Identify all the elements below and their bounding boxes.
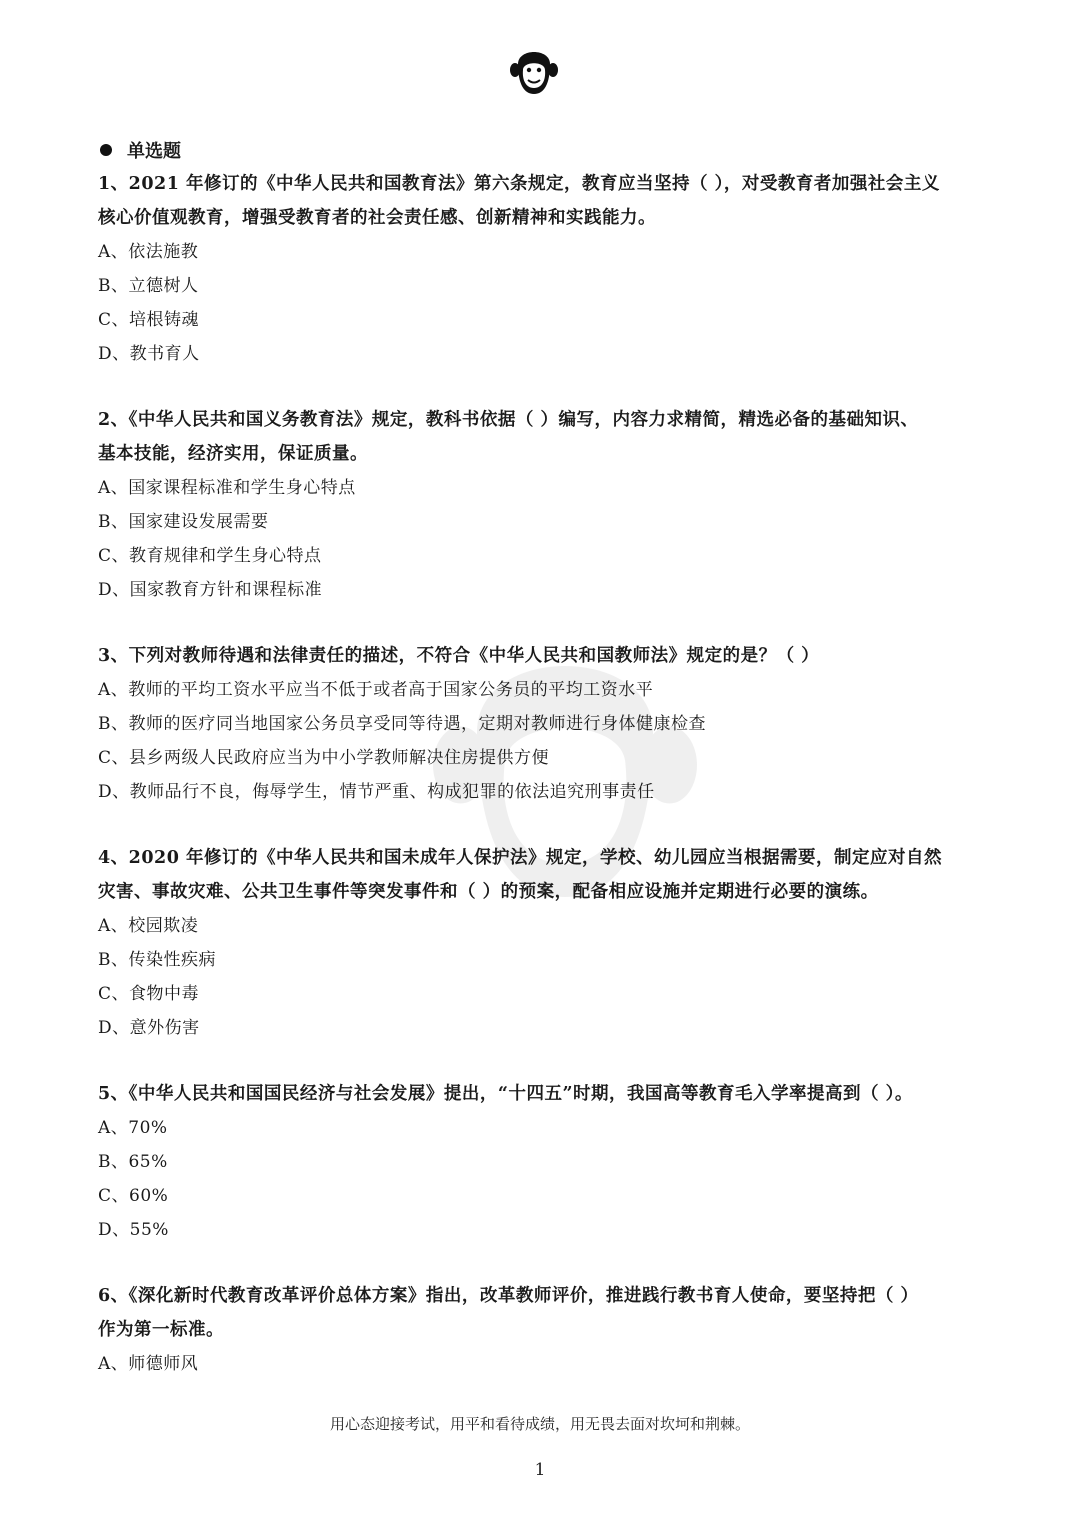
option-d: D、教书育人 [98,344,200,364]
question-text: 4、2020 年修订的《中华人民共和国未成年人保护法》规定，学校、幼儿园应当根据需要，制定应对自然 [98,848,942,868]
option-c: C、60% [98,1186,169,1206]
option-a: A、依法施教 [98,242,199,262]
section-heading [98,133,998,167]
question-text: 2、《中华人民共和国义务教育法》规定，教科书依据（ ）编写，内容力求精简，精选必备的基础知识、 [98,410,919,430]
option-b: B、立德树人 [98,276,199,296]
option-a: A、国家课程标准和学生身心特点 [98,478,356,498]
question-6 [98,1279,998,1381]
question-4 [98,841,998,1045]
option-a: A、校园欺凌 [98,916,199,936]
question-2 [98,403,998,607]
section-title: 单选题 [127,141,181,162]
question-text: 作为第一标准。 [98,1320,224,1340]
option-a: A、师德师风 [98,1354,199,1374]
question-text: 3、下列对教师待遇和法律责任的描述，不符合《中华人民共和国教师法》规定的是？（ ） [98,646,820,666]
question-5 [98,1077,998,1247]
page-number: 1 [534,1460,546,1480]
option-a: A、70% [98,1118,168,1138]
option-a: A、教师的平均工资水平应当不低于或者高于国家公务员的平均工资水平 [98,680,654,700]
option-d: D、意外伤害 [98,1018,200,1038]
option-b: B、教师的医疗同当地国家公务员享受同等待遇，定期对教师进行身体健康检查 [98,714,706,734]
option-c: C、县乡两级人民政府应当为中小学教师解决住房提供方便 [98,748,550,768]
option-b: B、传染性疾病 [98,950,216,970]
option-d: D、国家教育方针和课程标准 [98,580,323,600]
option-d: D、55% [98,1220,169,1240]
option-b: B、65% [98,1152,168,1172]
monkey-logo-icon [504,40,564,100]
option-c: C、食物中毒 [98,984,200,1004]
footer-motto: 用心态迎接考试，用平和看待成绩，用无畏去面对坎坷和荆棘。 [329,1415,750,1433]
question-text: 基本技能，经济实用，保证质量。 [98,444,368,464]
question-text: 1、2021 年修订的《中华人民共和国教育法》第六条规定，教育应当坚持（ ），对受教育者加强社会主义 [98,174,940,194]
question-list [98,133,998,1381]
option-c: C、培根铸魂 [98,310,200,330]
option-c: C、教育规律和学生身心特点 [98,546,322,566]
question-text: 核心价值观教育，增强受教育者的社会责任感、创新精神和实践能力。 [98,208,656,228]
question-3 [98,639,998,809]
question-text: 5、《中华人民共和国国民经济与社会发展》提出，“十四五”时期，我国高等教育毛入学率提高到（ ）。 [98,1084,913,1104]
option-b: B、国家建设发展需要 [98,512,269,532]
question-1 [98,167,998,371]
option-d: D、教师品行不良，侮辱学生，情节严重、构成犯罪的依法追究刑事责任 [98,782,655,802]
question-text: 6、《深化新时代教育改革评价总体方案》指出，改革教师评价，推进践行教书育人使命，要坚持把（ ） [98,1286,919,1306]
filled-circle-icon [100,144,112,156]
question-text: 灾害、事故灾难、公共卫生事件等突发事件和（ ）的预案，配备相应设施并定期进行必要的演练。 [98,882,879,902]
